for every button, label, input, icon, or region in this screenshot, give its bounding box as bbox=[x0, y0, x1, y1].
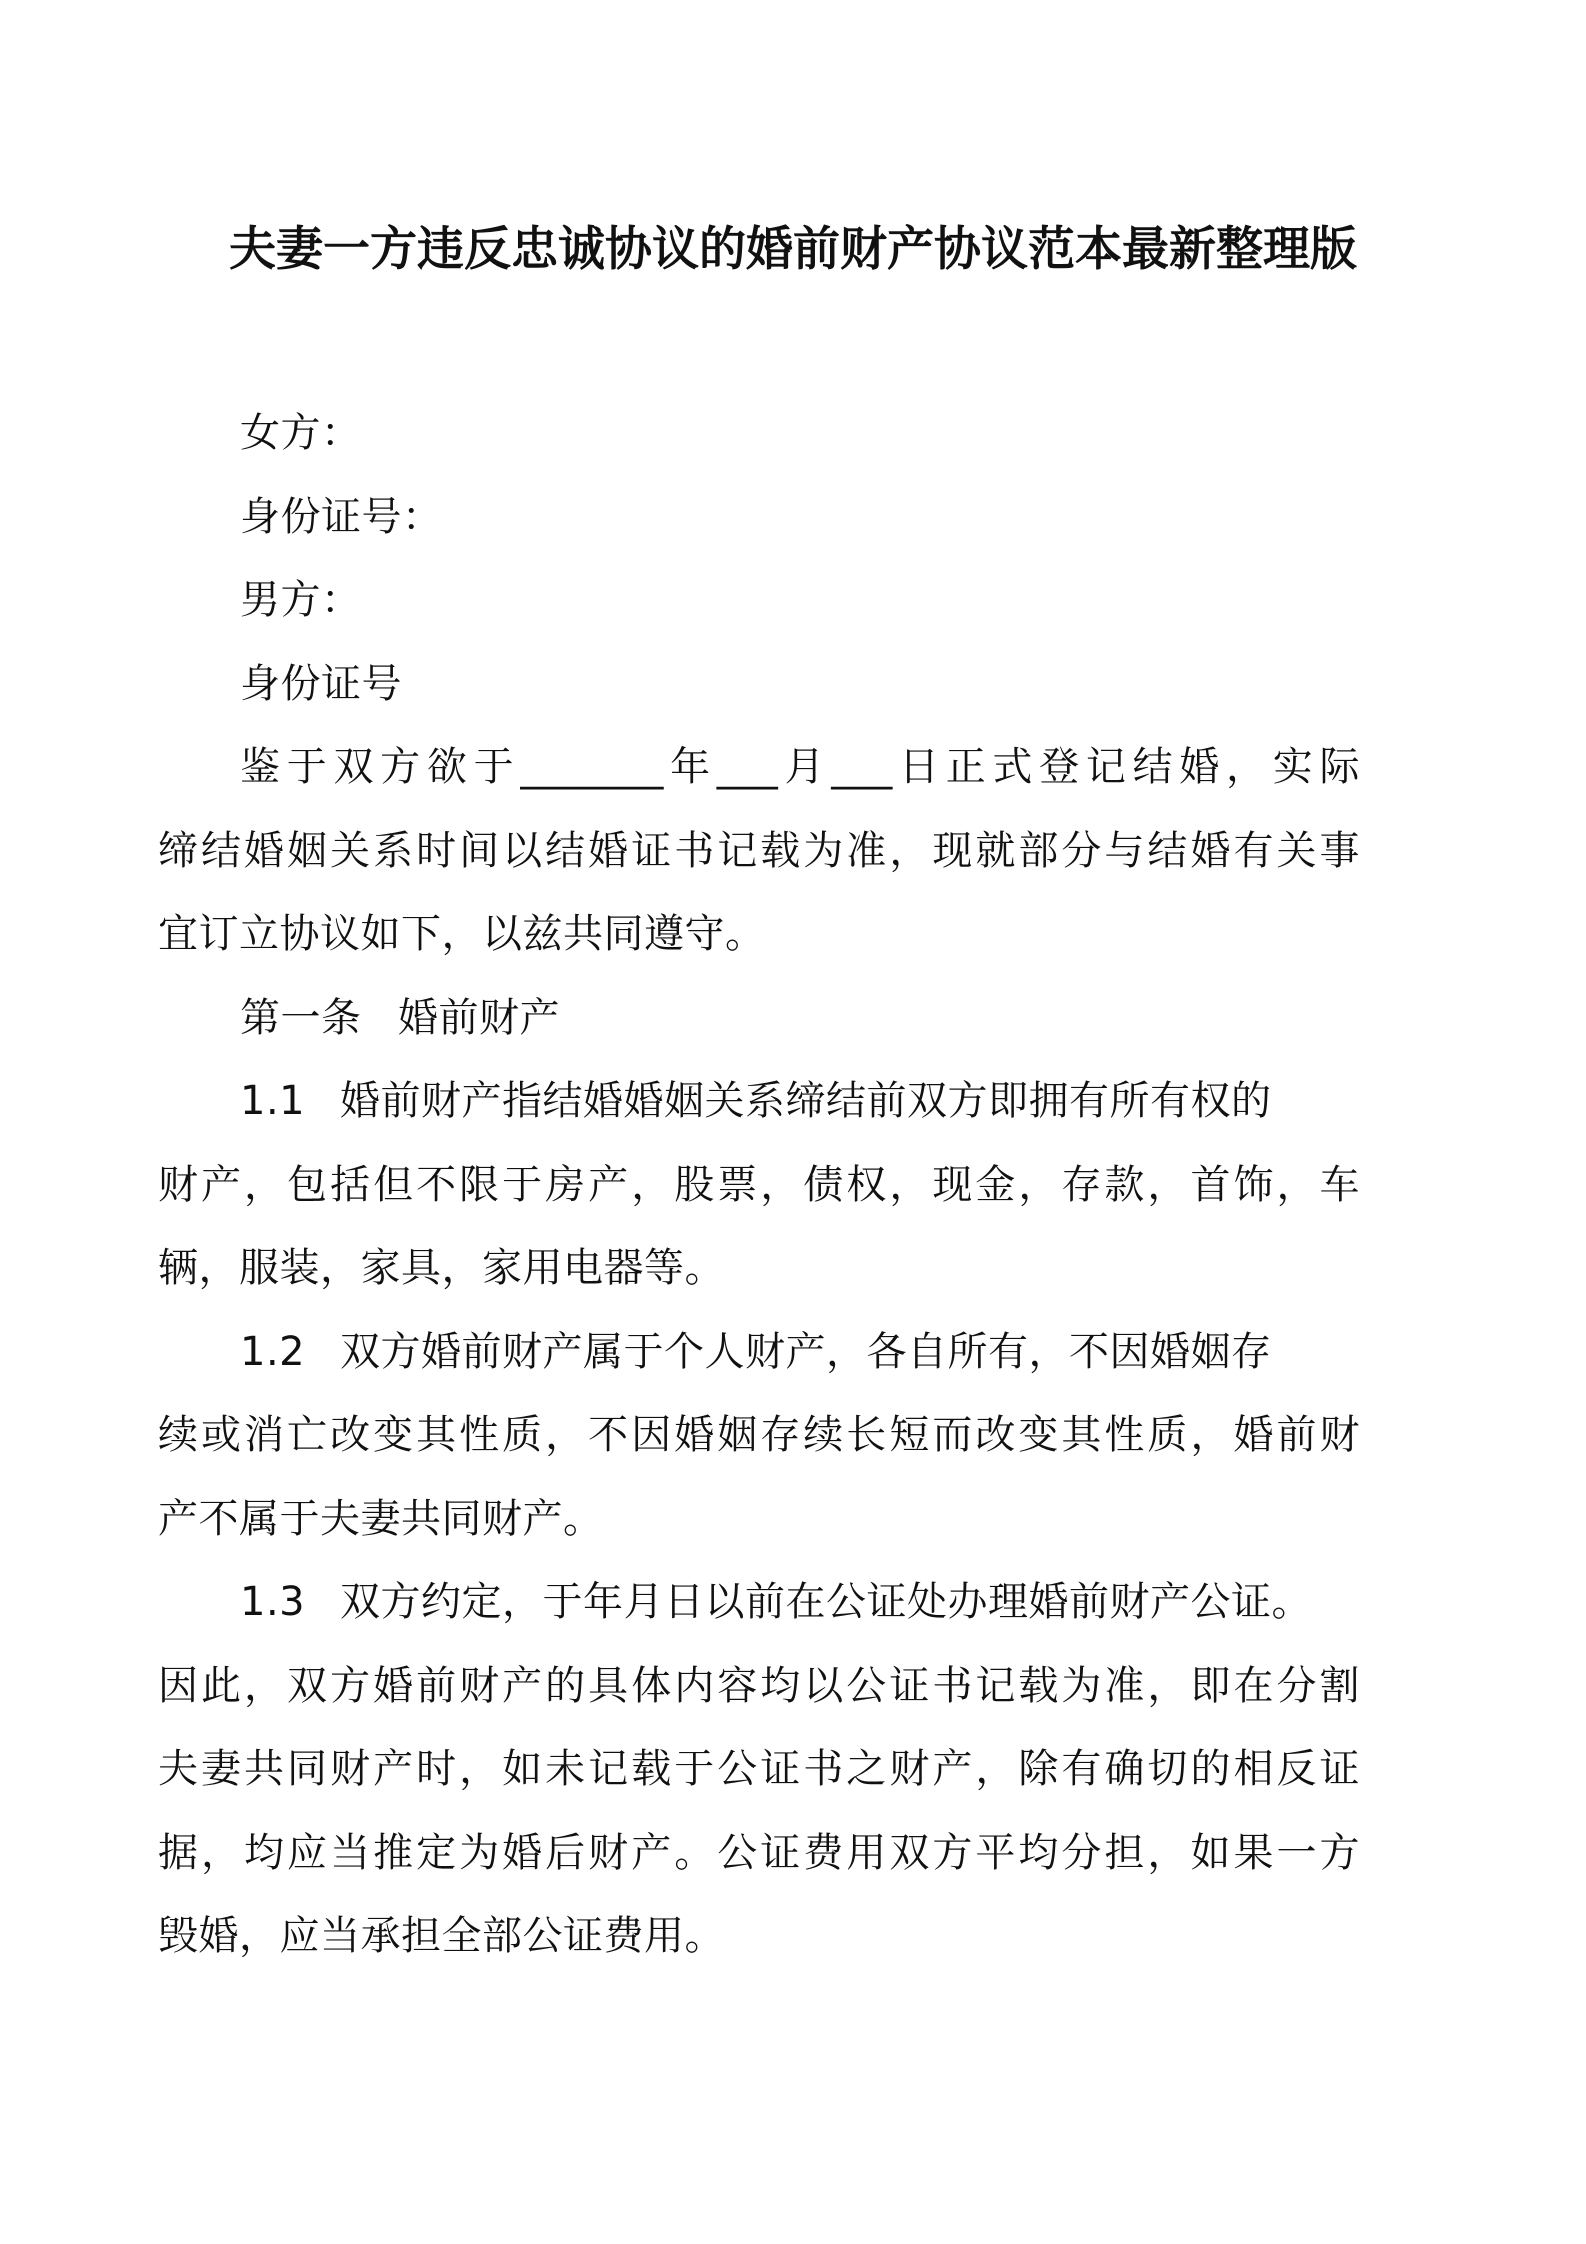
article-title: 婚前财产 bbox=[398, 994, 560, 1041]
clause-1-2 bbox=[158, 1311, 1360, 1562]
clause-number: 1.1 bbox=[240, 1078, 306, 1124]
clause-first-line bbox=[158, 1060, 1360, 1144]
clause-line: 辆，服装，家具，家用电器等。 bbox=[158, 1245, 725, 1291]
clause-text: 婚前财产指结婚婚姻关系缔结前双方即拥有所有权的 bbox=[340, 1078, 1272, 1124]
clause-number: 1.2 bbox=[240, 1328, 306, 1375]
article-1-heading bbox=[240, 977, 1360, 1061]
clause-line: 续或消亡改变其性质，不因婚姻存续长短而改变其性质，婚前财 bbox=[158, 1412, 1360, 1458]
clause-first-line bbox=[158, 1561, 1360, 1645]
clause-line: 因此，双方婚前财产的具体内容均以公证书记载为准，即在分割 bbox=[158, 1662, 1360, 1709]
clause-1-1 bbox=[158, 1060, 1360, 1311]
preamble-line: 缔结婚姻关系时间以结婚证书记载为准，现就部分与结婚有关事 bbox=[158, 827, 1360, 874]
document-title: 夫妻一方违反忠诚协议的婚前财产协议范本最新整理版 bbox=[229, 222, 1357, 277]
preamble-paragraph bbox=[158, 726, 1360, 977]
clause-first-line bbox=[158, 1311, 1360, 1395]
clause-line: 毁婚，应当承担全部公证费用。 bbox=[158, 1913, 725, 1959]
preamble-line: 鉴于双方欲于_______年___月___日正式登记结婚，实际 bbox=[240, 744, 1360, 790]
clause-line: 夫妻共同财产时，如未记载于公证书之财产，除有确切的相反证 bbox=[158, 1746, 1360, 1792]
clause-line: 产不属于夫妻共同财产。 bbox=[158, 1495, 604, 1542]
article-number: 第一条 bbox=[240, 994, 362, 1041]
clause-1-3 bbox=[158, 1561, 1360, 1979]
party-female-label: 女方： bbox=[240, 410, 362, 456]
party-male-id-label: 身份证号 bbox=[240, 660, 402, 707]
clause-text: 双方婚前财产属于个人财产，各自所有，不因婚姻存 bbox=[340, 1328, 1272, 1375]
clause-line: 财产，包括但不限于房产，股票，债权，现金，存款，首饰，车 bbox=[158, 1161, 1360, 1208]
document-body bbox=[158, 392, 1360, 1979]
clause-text: 双方约定，于年月日以前在公证处办理婚前财产公证。 bbox=[340, 1579, 1312, 1625]
party-male-label: 男方： bbox=[240, 577, 362, 623]
party-female-id-label: 身份证号： bbox=[240, 493, 443, 540]
preamble-line: 宜订立协议如下，以兹共同遵守。 bbox=[158, 911, 766, 957]
clause-line: 据，均应当推定为婚后财产。公证费用双方平均分担，如果一方 bbox=[158, 1829, 1360, 1876]
clause-number: 1.3 bbox=[240, 1579, 306, 1625]
